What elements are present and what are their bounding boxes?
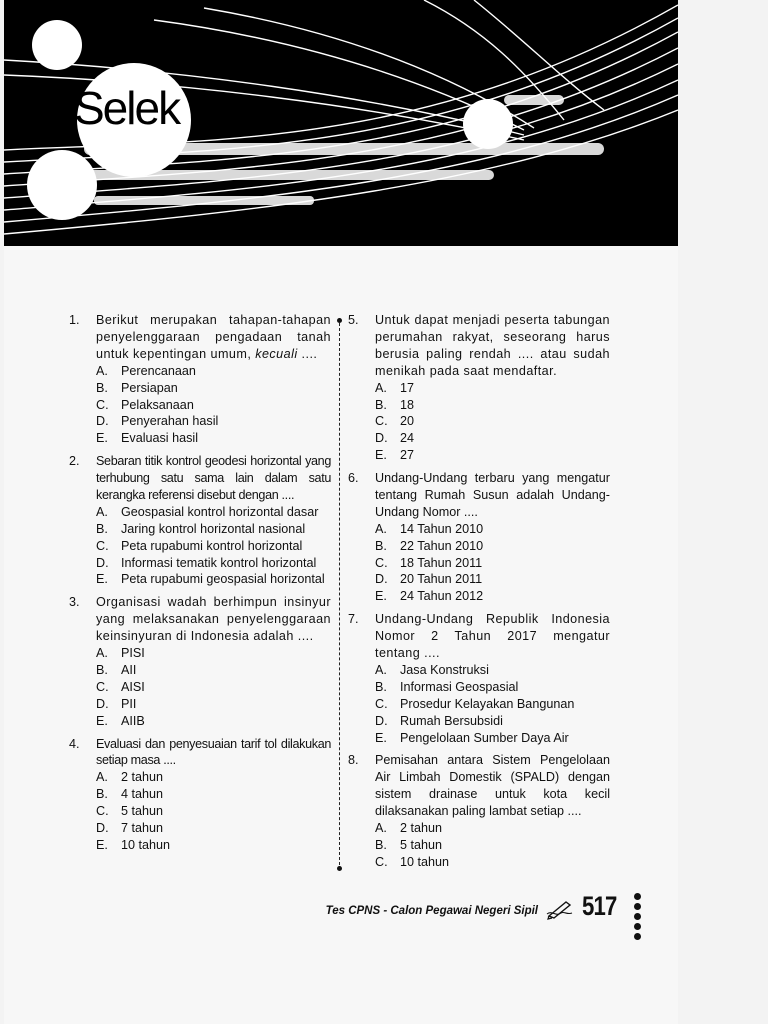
divider-top-dot bbox=[337, 318, 342, 323]
option-a: A. PISI bbox=[96, 646, 145, 661]
questions-left-column bbox=[69, 312, 331, 860]
option-d: D. 7 tahun bbox=[96, 821, 164, 835]
option-a: A. Perencanaan bbox=[96, 363, 196, 378]
option-c: C. 20 bbox=[375, 414, 415, 429]
question-text: Evaluasi dan penyesuaian tarif tol dilakukan setiap masa .... bbox=[96, 736, 331, 768]
option-list bbox=[96, 504, 331, 588]
question-7 bbox=[348, 611, 610, 746]
option-list bbox=[96, 363, 331, 447]
option-c: C. 5 tahun bbox=[96, 804, 164, 819]
option-c: C. 10 tahun bbox=[375, 854, 450, 869]
option-e: E. Evaluasi hasil bbox=[96, 431, 199, 446]
option-list bbox=[375, 662, 610, 746]
option-list bbox=[96, 645, 331, 729]
question-3 bbox=[69, 594, 331, 729]
option-e: E. 10 tahun bbox=[96, 837, 171, 852]
banner-title-text: Selek bbox=[74, 82, 180, 134]
question-number: 7. bbox=[348, 612, 359, 627]
option-e: E. 27 bbox=[375, 448, 415, 463]
option-c: C. Pelaksanaan bbox=[96, 397, 194, 412]
option-list bbox=[375, 380, 610, 464]
option-a: A. 17 bbox=[375, 380, 415, 395]
question-2 bbox=[69, 453, 331, 588]
pen-writing-icon bbox=[546, 898, 574, 920]
option-b: B. 4 tahun bbox=[96, 787, 164, 802]
option-d: D. Informasi tematik kontrol horizontal bbox=[96, 555, 317, 570]
option-b: B. Informasi Geospasial bbox=[375, 679, 519, 694]
option-d: D. 24 bbox=[375, 431, 415, 446]
option-b: B. Jaring kontrol horizontal nasional bbox=[96, 521, 306, 536]
question-1 bbox=[69, 312, 331, 447]
option-list bbox=[96, 769, 331, 853]
question-number: 4. bbox=[69, 736, 80, 751]
option-e: E. AIIB bbox=[96, 713, 145, 728]
option-a: A. 2 tahun bbox=[96, 770, 164, 785]
question-5 bbox=[348, 312, 610, 464]
question-number: 3. bbox=[69, 595, 80, 610]
option-a: A. 14 Tahun 2010 bbox=[375, 521, 484, 536]
question-text: Undang-Undang Republik Indonesia Nomor 2 Tahun 2017 mengatur tentang .... bbox=[375, 612, 610, 661]
footer-book-title: Tes CPNS - Calon Pegawai Negeri Sipil bbox=[325, 905, 538, 917]
option-a: A. Geospasial kontrol horizontal dasar bbox=[96, 504, 319, 519]
question-number: 2. bbox=[69, 454, 80, 469]
option-b: B. 22 Tahun 2010 bbox=[375, 538, 484, 553]
option-d: D. 20 Tahun 2011 bbox=[375, 572, 483, 587]
question-number: 6. bbox=[348, 471, 359, 486]
question-text: Pemisahan antara Sistem Pengelolaan Air Limbah Domestik (SPALD) dengan sistem drainase untuk kota kecil dilaksanakan paling lambat setiap .... bbox=[375, 753, 610, 819]
column-divider bbox=[339, 318, 340, 870]
question-text: Berikut merupakan tahapan-tahapan penyelenggaraan pengadaan tanah untuk kepentingan umum, kecuali .... bbox=[96, 313, 331, 361]
question-number: 5. bbox=[348, 313, 359, 327]
question-text: Undang-Undang terbaru yang mengatur tentang Rumah Susun adalah Undang-Undang Nomor .... bbox=[375, 471, 610, 519]
question-number: 1. bbox=[69, 313, 80, 327]
option-a: A. 2 tahun bbox=[375, 821, 443, 836]
questions-right-column bbox=[348, 312, 610, 877]
option-d: D. Penyerahan hasil bbox=[96, 414, 219, 429]
option-list bbox=[375, 521, 610, 605]
option-d: D. Rumah Bersubsidi bbox=[375, 713, 503, 728]
question-8 bbox=[348, 752, 610, 870]
option-e: E. 24 Tahun 2012 bbox=[375, 589, 484, 604]
option-b: B. AII bbox=[96, 662, 137, 677]
chapter-banner bbox=[4, 0, 678, 246]
question-4 bbox=[69, 736, 331, 854]
option-b: B. Persiapan bbox=[96, 380, 178, 395]
question-6 bbox=[348, 470, 610, 605]
option-b: B. 5 tahun bbox=[375, 837, 443, 852]
question-text: Untuk dapat menjadi peserta tabungan perumahan rakyat, seseorang harus berusia paling rendah .... atau sudah menikah pada saat mendaftar. bbox=[375, 313, 610, 378]
option-b: B. 18 bbox=[375, 397, 415, 412]
page-number-dots bbox=[634, 893, 642, 943]
banner-graphic bbox=[4, 0, 678, 246]
option-a: A. Jasa Konstruksi bbox=[375, 662, 489, 677]
option-d: D. PII bbox=[96, 696, 137, 711]
divider-bottom-dot bbox=[337, 866, 342, 871]
option-c: C. Peta rupabumi kontrol horizontal bbox=[96, 538, 303, 553]
question-text: Sebaran titik kontrol geodesi horizontal yang terhubung satu sama lain dalam satu kerangka referensi disebut dengan .... bbox=[96, 454, 331, 502]
question-number: 8. bbox=[348, 753, 359, 768]
option-c: C. Prosedur Kelayakan Bangunan bbox=[375, 696, 575, 711]
option-c: C. AISI bbox=[96, 679, 145, 694]
option-list bbox=[375, 820, 610, 871]
option-c: C. 18 Tahun 2011 bbox=[375, 555, 483, 570]
page-number: 517 bbox=[582, 891, 617, 921]
question-text: Organisasi wadah berhimpun insinyur yang melaksanakan penyelenggaraan keinsinyuran di Indonesia adalah .... bbox=[96, 595, 331, 644]
option-e: E. Pengelolaan Sumber Daya Air bbox=[375, 730, 569, 745]
option-e: E. Peta rupabumi geospasial horizontal bbox=[96, 572, 325, 587]
